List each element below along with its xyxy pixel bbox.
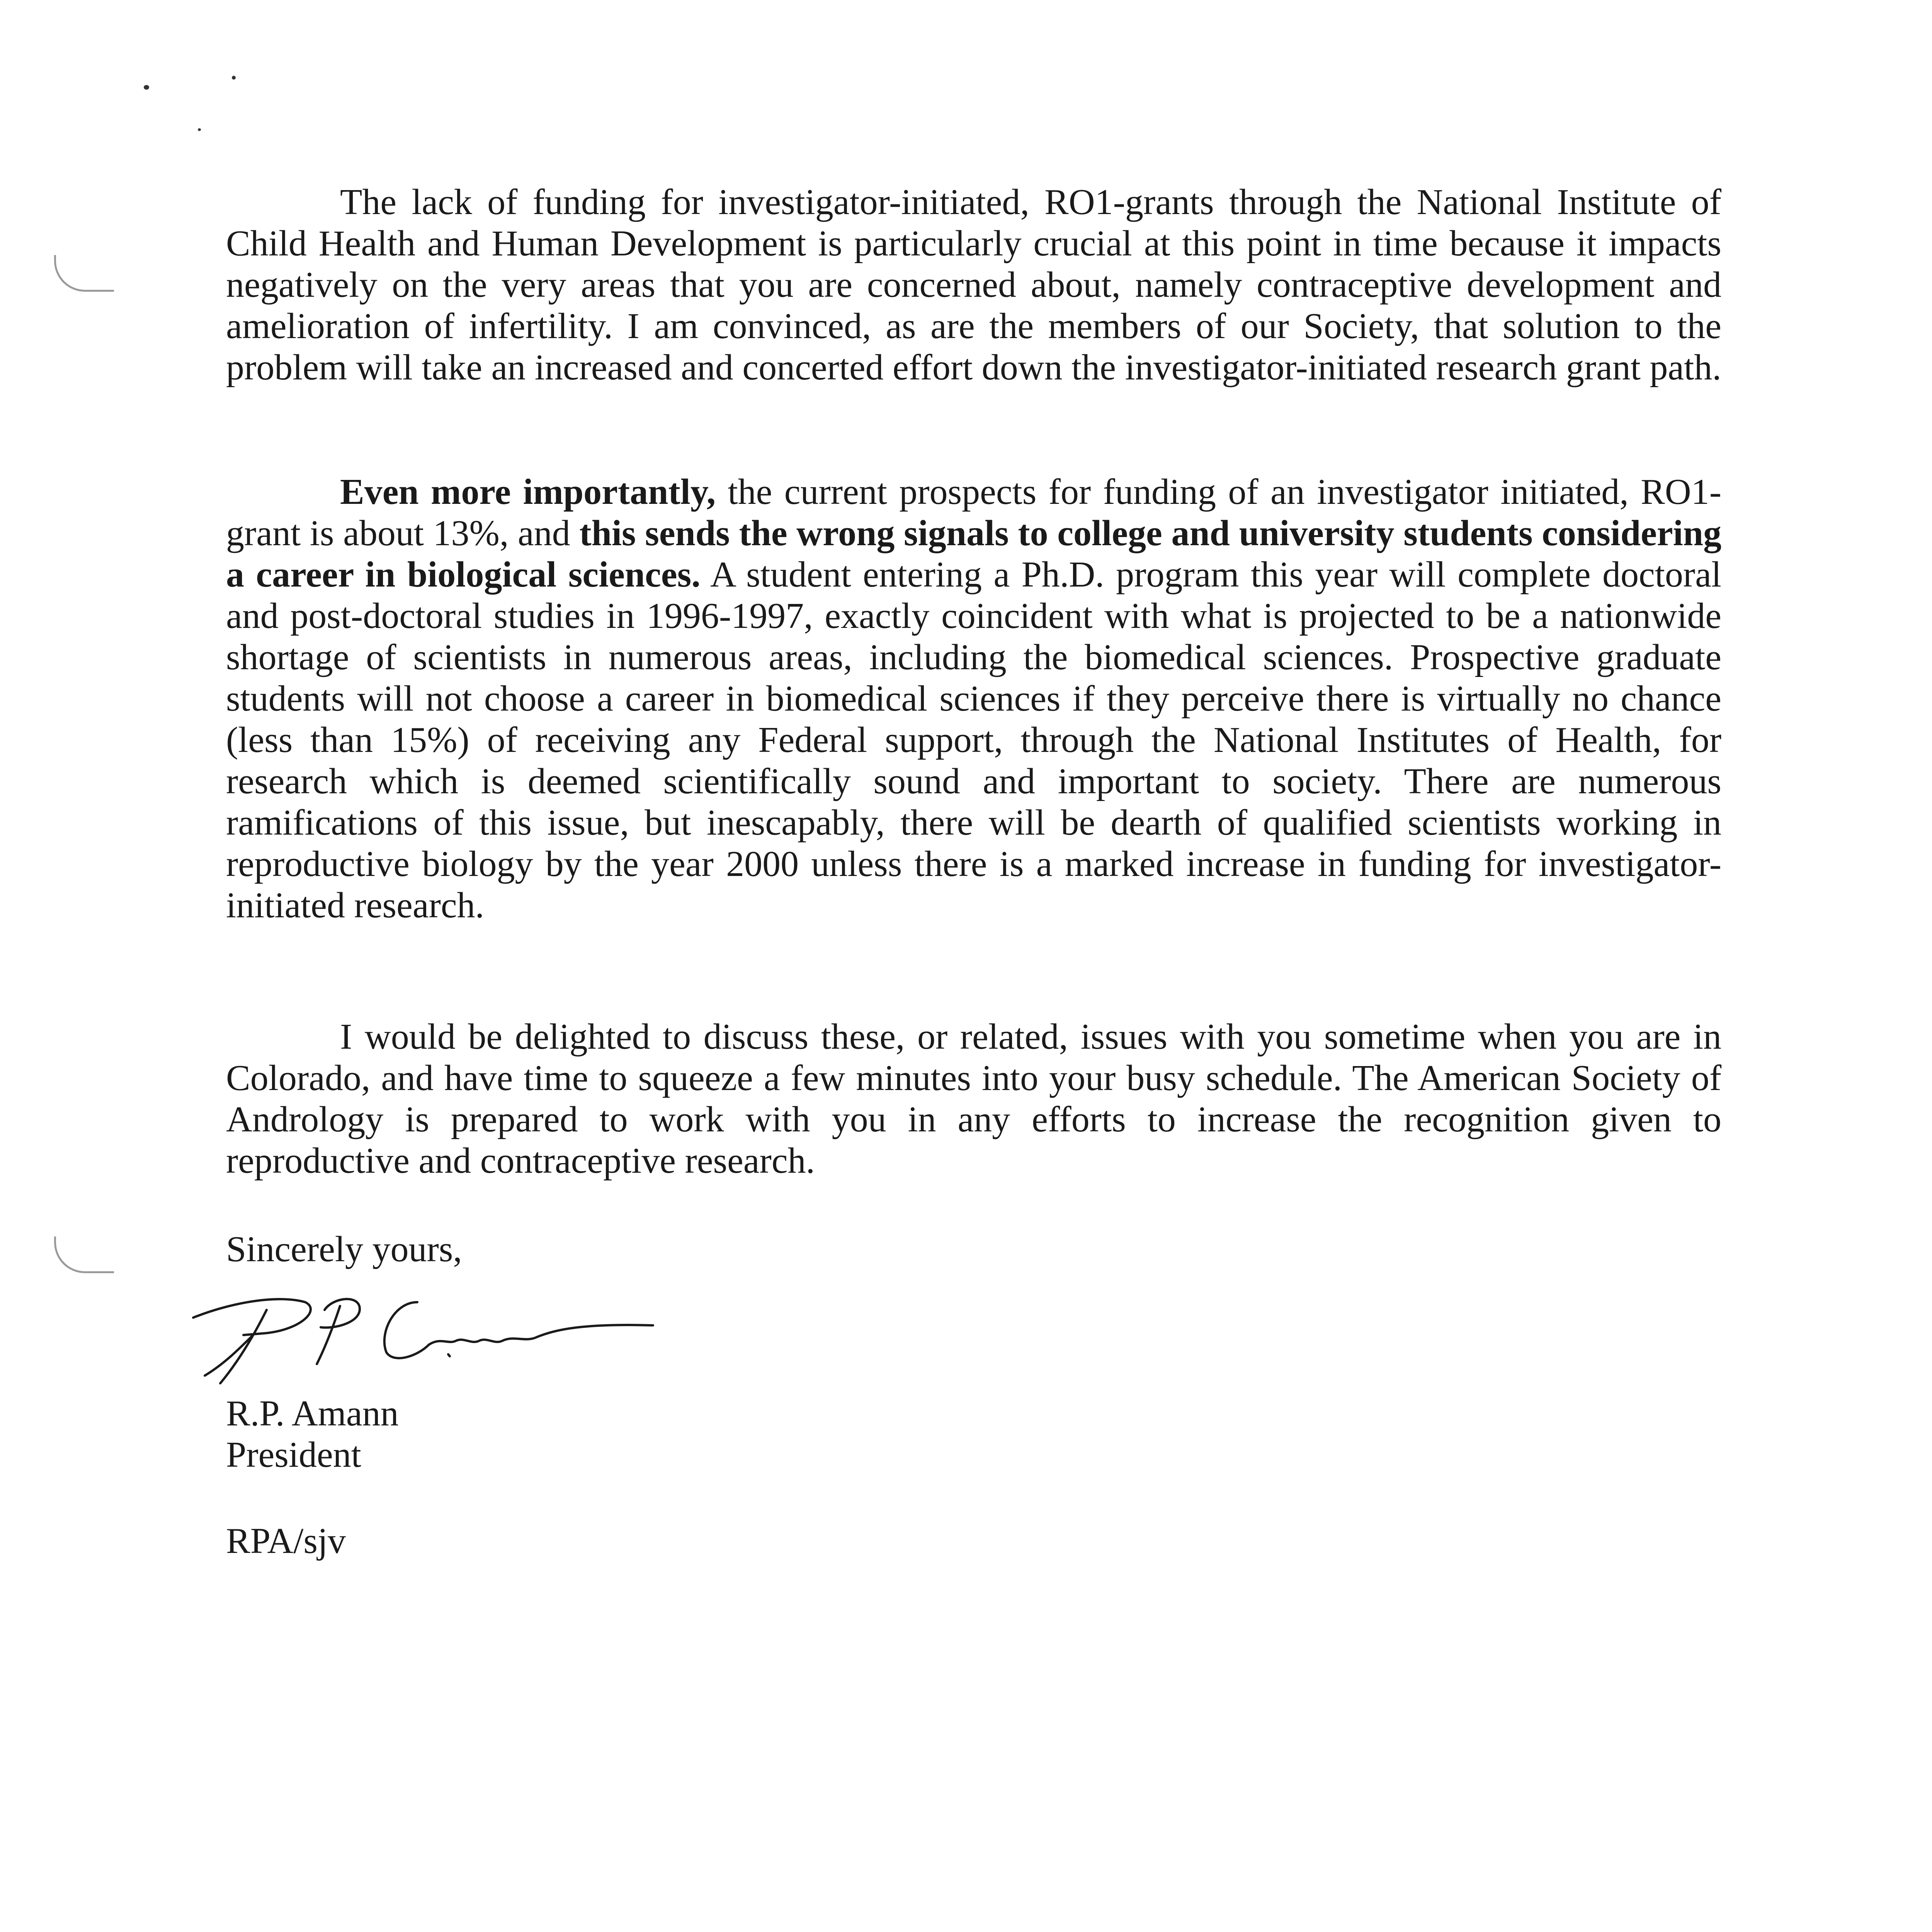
paragraph-funding-text: The lack of funding for investigator-initiated, RO1-grants through the National Institute of Child Health and Human Development is particularly crucial at this point in time because it impacts negatively on the very areas that you are concerned about, namely contraceptive development and amelioration of infertility. I am convinced, as are the members of our Society, that solution to the problem will take an increased and concerted effort down the investigator-initiated research grant path.: [226, 182, 1721, 388]
paragraph-importance-text-b: A student entering a Ph.D. program this year will complete doctoral and post-doctoral studies in 1996-1997, exactly coincident with what is projected to be a nationwide shortage of scientists in numerous areas, including the biomedical sciences. Prospective graduate students will not choose a career in biomedical sciences if they perceive there is virtually no chance (less than 15%) of receiving any Federal support, through the National Institutes of Health, for research which is deemed scientifically sound and important to society. There are numerous ramifications of this issue, but inescapably, there will be dearth of qualified scientists working in reproductive biology by the year 2000 unless there is a marked increase in funding for investigator-initiated research.: [226, 554, 1722, 925]
bold-lead-text: Even more importantly,: [340, 472, 716, 512]
binder-hole-mark: [54, 255, 114, 292]
paragraph-invitation: [226, 1016, 1721, 1182]
scan-speck: [144, 85, 149, 90]
binder-hole-mark: [54, 1236, 114, 1273]
reference-initials: RPA/sjv: [226, 1521, 346, 1561]
paragraph-invitation-text: I would be delighted to discuss these, or related, issues with you sometime when you are in Colorado, and have time to squeeze a few minutes into your busy schedule. The American Society of Andrology is prepared to work with you in any efforts to increase the recognition given to reproductive and contraceptive research.: [226, 1017, 1721, 1181]
scan-speck: [232, 76, 236, 80]
scan-speck: [198, 128, 201, 131]
closing-salutation: Sincerely yours,: [226, 1229, 462, 1269]
bold-emphasis-text: this sends the wrong signals to college and university students considering a career in biological sciences.: [226, 513, 1722, 595]
paragraph-importance: [226, 471, 1721, 926]
handwritten-signature: [178, 1287, 665, 1399]
paragraph-funding: [226, 182, 1721, 388]
signer-name: R.P. Amann: [226, 1393, 399, 1434]
signer-title: President: [226, 1435, 361, 1475]
paragraph-importance-text-a: the current prospects for funding of an investigator initiated, RO1-grant is about 13%, and: [226, 472, 1721, 553]
